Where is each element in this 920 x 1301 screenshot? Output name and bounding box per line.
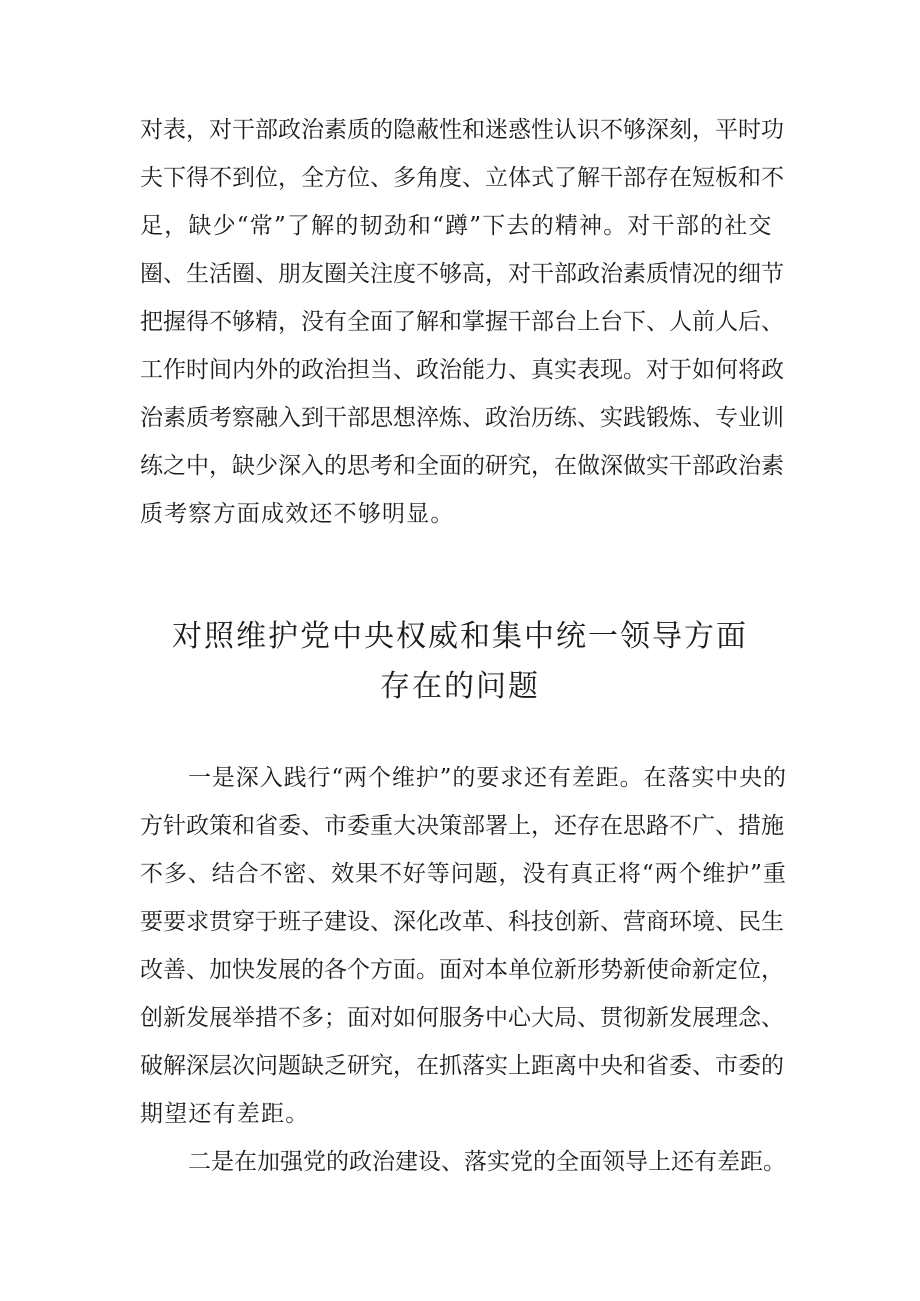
paragraph-line: 创新发展举措不多；面对如何服务中心大局、贯彻新发展理念、 — [140, 1005, 784, 1031]
paragraph-line: 不多、结合不密、效果不好等问题，没有真正将“两个维护”重 — [140, 861, 787, 887]
paragraph-line: 练之中，缺少深入的思考和全面的研究，在做深做实干部政治素 — [140, 453, 784, 479]
paragraph-line: 方针政策和省委、市委重大决策部署上，还存在思路不广、措施 — [140, 813, 784, 839]
paragraph-line: 治素质考察融入到干部思想淬炼、政治历练、实践锻炼、专业训 — [140, 405, 784, 431]
paragraph-line: 二是在加强党的政治建设、落实党的全面领导上还有差距。 — [188, 1149, 786, 1175]
paragraph-line: 破解深层次问题缺乏研究，在抓落实上距离中央和省委、市委的 — [140, 1053, 784, 1079]
paragraph-line: 足，缺少“常”了解的韧劲和“蹲”下去的精神。对干部的社交 — [140, 213, 773, 239]
paragraph-line: 对表，对干部政治素质的隐蔽性和迷惑性认识不够深刻，平时功 — [140, 117, 784, 143]
paragraph-line: 夫下得不到位，全方位、多角度、立体式了解干部存在短板和不 — [140, 165, 784, 191]
section-heading-line: 对照维护党中央权威和集中统一领导方面 — [172, 619, 748, 654]
paragraph-line: 一是深入践行“两个维护”的要求还有差距。在落实中央的 — [188, 765, 787, 791]
paragraph-line: 工作时间内外的政治担当、政治能力、真实表现。对于如何将政 — [140, 357, 784, 383]
paragraph-line: 把握得不够精，没有全面了解和掌握干部台上台下、人前人后、 — [140, 309, 784, 335]
paragraph-line: 质考察方面成效还不够明显。 — [140, 501, 455, 527]
paragraph-line: 期望还有差距。 — [140, 1101, 310, 1127]
paragraph-line: 圈、生活圈、朋友圈关注度不够高，对干部政治素质情况的细节 — [140, 261, 784, 287]
section-heading-line: 存在的问题 — [380, 669, 540, 704]
paragraph-line: 要要求贯穿于班子建设、深化改革、科技创新、营商环境、民生 — [140, 909, 784, 935]
paragraph-line: 改善、加快发展的各个方面。面对本单位新形势新使命新定位， — [140, 957, 784, 983]
